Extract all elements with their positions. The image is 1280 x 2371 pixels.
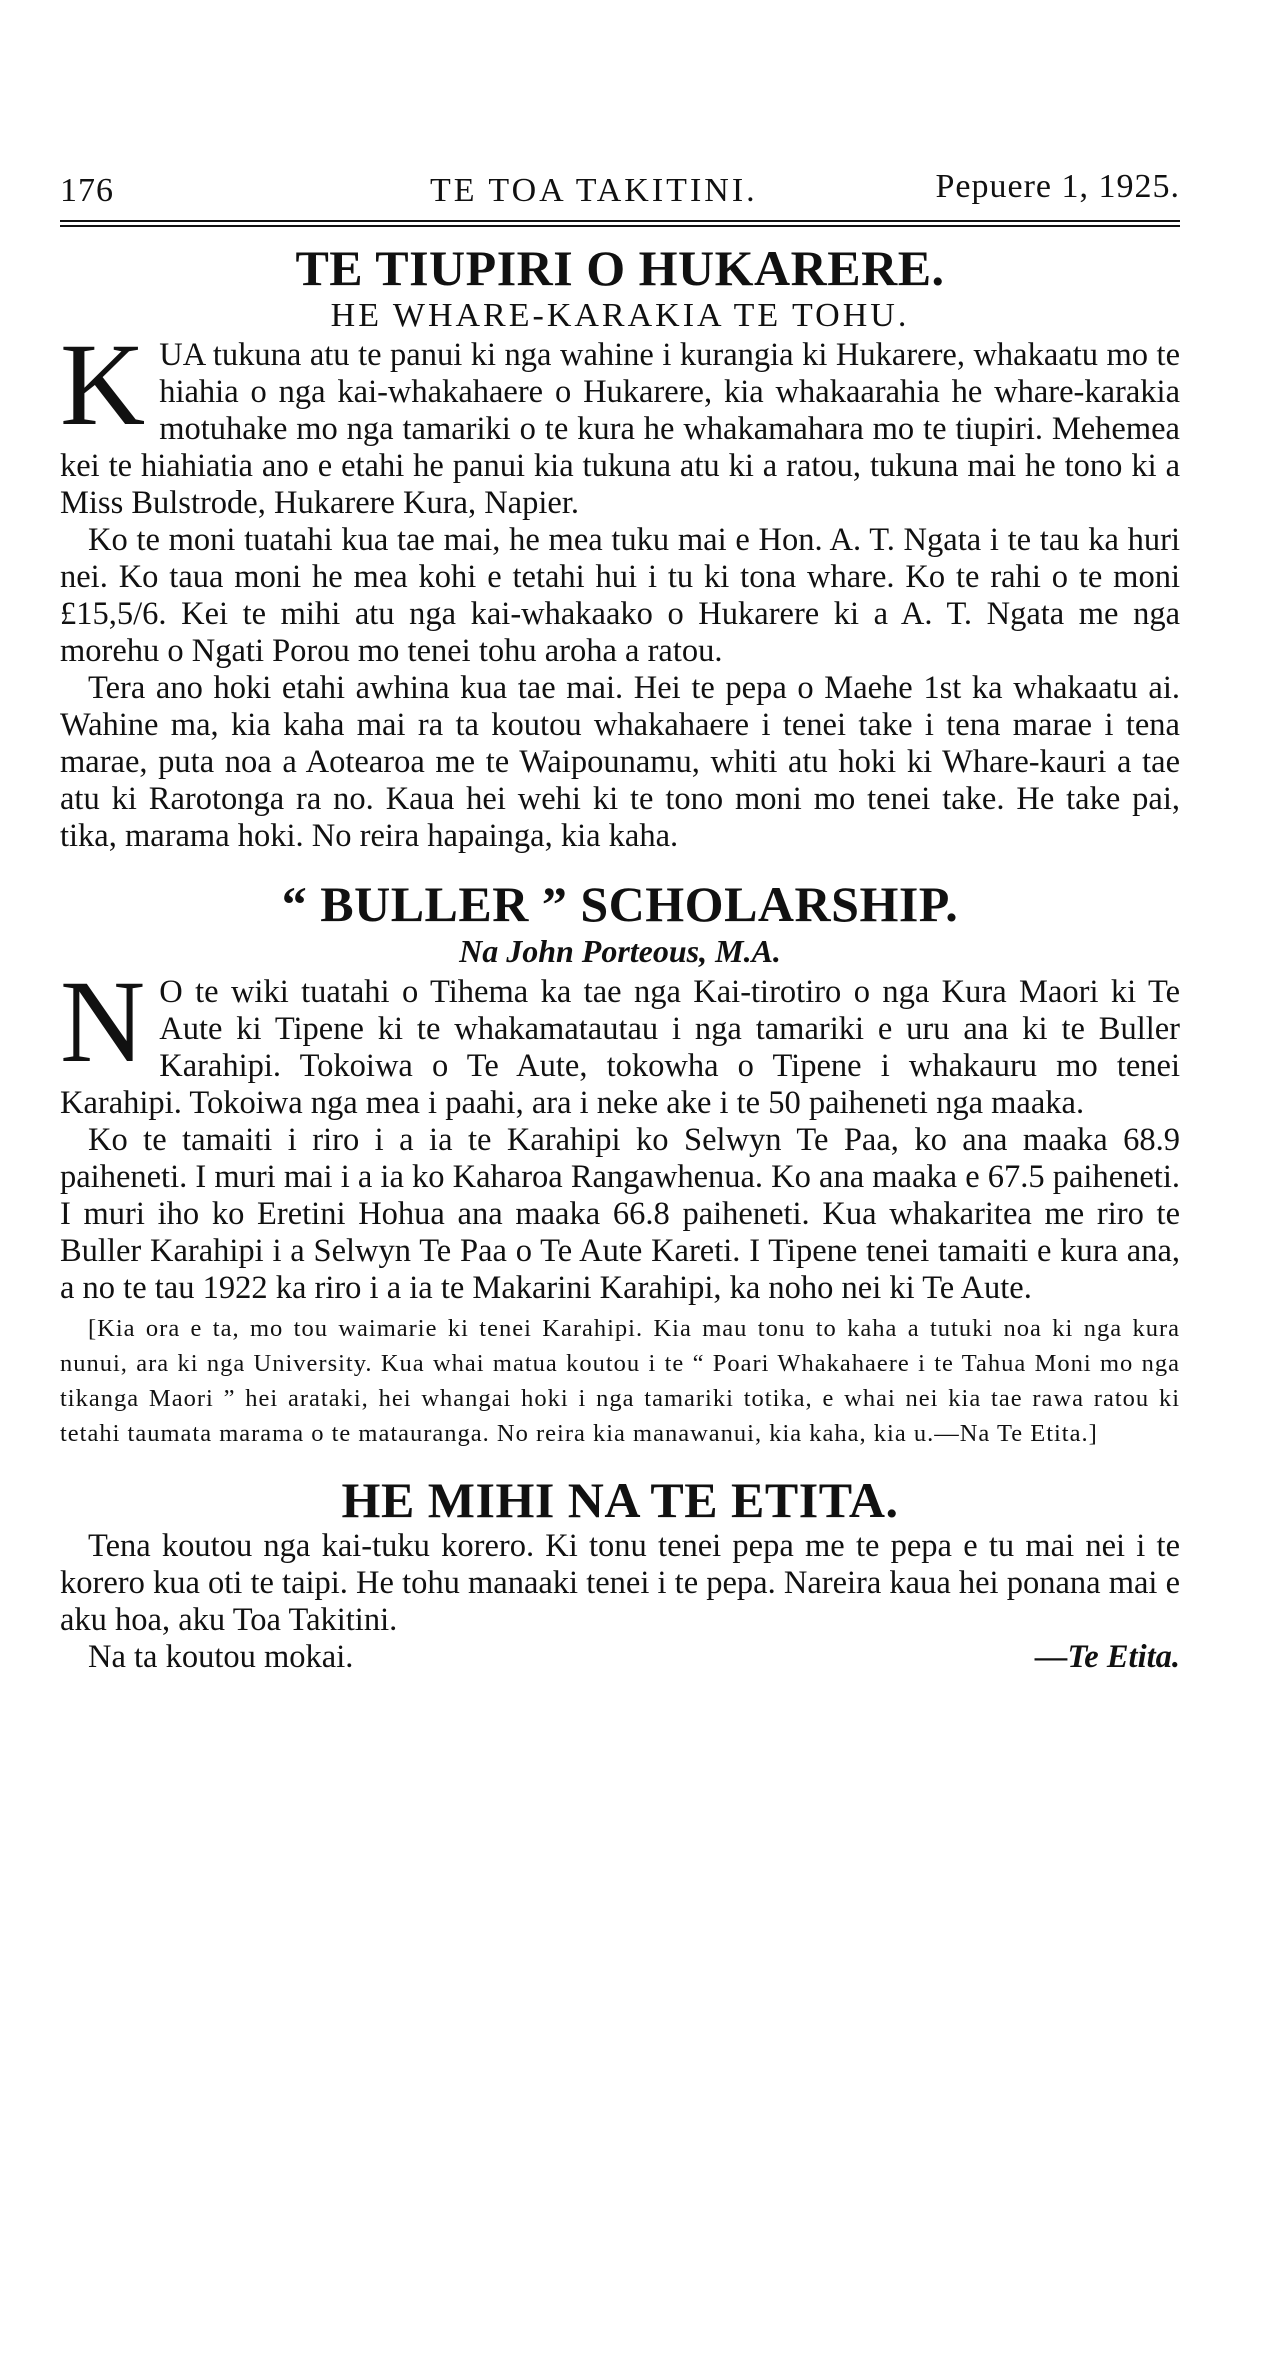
article-tiupiri (60, 241, 1180, 855)
article-paragraph: Ko te moni tuatahi kua tae mai, he mea tuku mai e Hon. A. T. Ngata i te tau ka huri nei. Ko taua moni he mea kohi e tetahi hui i tu ki tona whare. Ko te rahi o te moni £15,5/6. Kei te mihi atu nga kai-whakaako o Hukarere ki a A. T. Ngata me nga morehu o Ngati Porou mo tenei tohu aroha a ratou. (60, 522, 1180, 670)
article-paragraph (60, 319, 1180, 522)
sign-off (60, 1639, 1180, 1679)
article-title: “ BULLER ” SCHOLARSHIP. (281, 876, 959, 933)
section-gap (60, 855, 1180, 869)
running-head (60, 160, 1180, 220)
header-rule (60, 220, 1180, 227)
drop-cap: K (60, 319, 146, 451)
article-paragraph: Ko te tamaiti i riro i a ia te Karahipi ko Selwyn Te Paa, ko ana maaka 68.9 paiheneti. I muri mai i a ia ko Kaharoa Rangawhenua. Ko ana maaka e 67.5 paiheneti. I muri iho ko Eretini Hohua ana maaka 66.8 paiheneti. Kua whakaritea me riro te Buller Karahipi i a Selwyn Te Paa o Te Aute Kareti. I Tipene tenei tamaiti e kura ana, a no te tau 1922 ka riro i a ia te Makarini Karahipi, ka noho nei ki Te Aute. (60, 1122, 1180, 1307)
article-paragraph (60, 956, 1180, 1122)
paper-title: TE TOA TAKITINI. (430, 172, 758, 209)
article-byline: Na John Porteous, M.A. (459, 933, 781, 970)
paragraph-text: UA tukuna atu te panui ki nga wahine i kurangia ki Hukarere, whakaatu mo te hiahia o nga kai-whakahaere o Hukarere, kia whakaarahia he whare-karakia motuhake mo nga tamariki o te kura he whakamahara mo te tiupiri. Mehemea kei te hiahiatia ano e etahi he panui kia tukuna atu ki a ratou, tukuna mai he tono ki a Miss Bulstrode, Hukarere Kura, Napier. (60, 337, 1180, 522)
issue-date: Pepuere 1, 1925. (935, 168, 1180, 205)
section-gap (60, 1451, 1180, 1465)
article-buller-scholarship (60, 877, 1180, 1451)
article-paragraph: Tera ano hoki etahi awhina kua tae mai. Hei te pepa o Maehe 1st ka whakaatu ai. Wahine ma, kia kaha mai ra ta koutou whakahaere i tenei take i tena marae i tena marae, puta noa a Aotearoa me te Waipounamu, whiti atu hoki ki Whare-kauri a tae atu ki Rarotonga ra no. Kaua hei wehi ki te tono moni mo tenei take. He take pai, tika, marama hoki. No reira hapainga, kia kaha. (60, 670, 1180, 855)
editor-note: [Kia ora e ta, mo tou waimarie ki tenei Karahipi. Kia mau tonu to kaha a tutuki noa ki nga kura nunui, ara ki nga University. Kua whai matua koutou i te “ Poari Whakahaere i te Tahua Moni mo nga tikanga Maori ” hei arataki, hei whangai hoki i nga tamariki totika, e whai nei kia tae rawa ratou ki tetahi taumata marama o te matauranga. No reira kia manawanui, kia kaha, kia u.—Na Te Etita.] (60, 1315, 1180, 1448)
article-editor-thanks (60, 1473, 1180, 1679)
article-paragraph: Tena koutou nga kai-tuku korero. Ki tonu tenei pepa me te pepa e tu mai nei i te korero kua oti te taipi. He tohu manaaki tenei i te pepa. Nareira kaua hei ponana mai e aku hoa, aku Toa Takitini. (60, 1528, 1180, 1639)
newspaper-page (60, 160, 1180, 1679)
page-number: 176 (60, 172, 114, 209)
drop-cap: N (60, 956, 146, 1088)
signature: —Te Etita. (1034, 1639, 1180, 1676)
closing-line: Na ta koutou mokai. (88, 1639, 354, 1676)
paragraph-text: O te wiki tuatahi o Tihema ka tae nga Kai-tirotiro o nga Kura Maori ki Te Aute ki Tipene ki te whakamatautau i nga tamariki e uru ana ki te Buller Karahipi. Tokoiwa o Te Aute, tokowha o Tipene i whakauru mo tenei Karahipi. Tokoiwa nga mea i paahi, ara i neke ake i te 50 paiheneti nga maaka. (60, 974, 1180, 1122)
article-title: TE TIUPIRI O HUKARERE. (295, 240, 945, 296)
article-title: HE MIHI NA TE ETITA. (341, 1472, 899, 1529)
article-subtitle: HE WHARE-KARAKIA TE TOHU. (330, 297, 910, 334)
